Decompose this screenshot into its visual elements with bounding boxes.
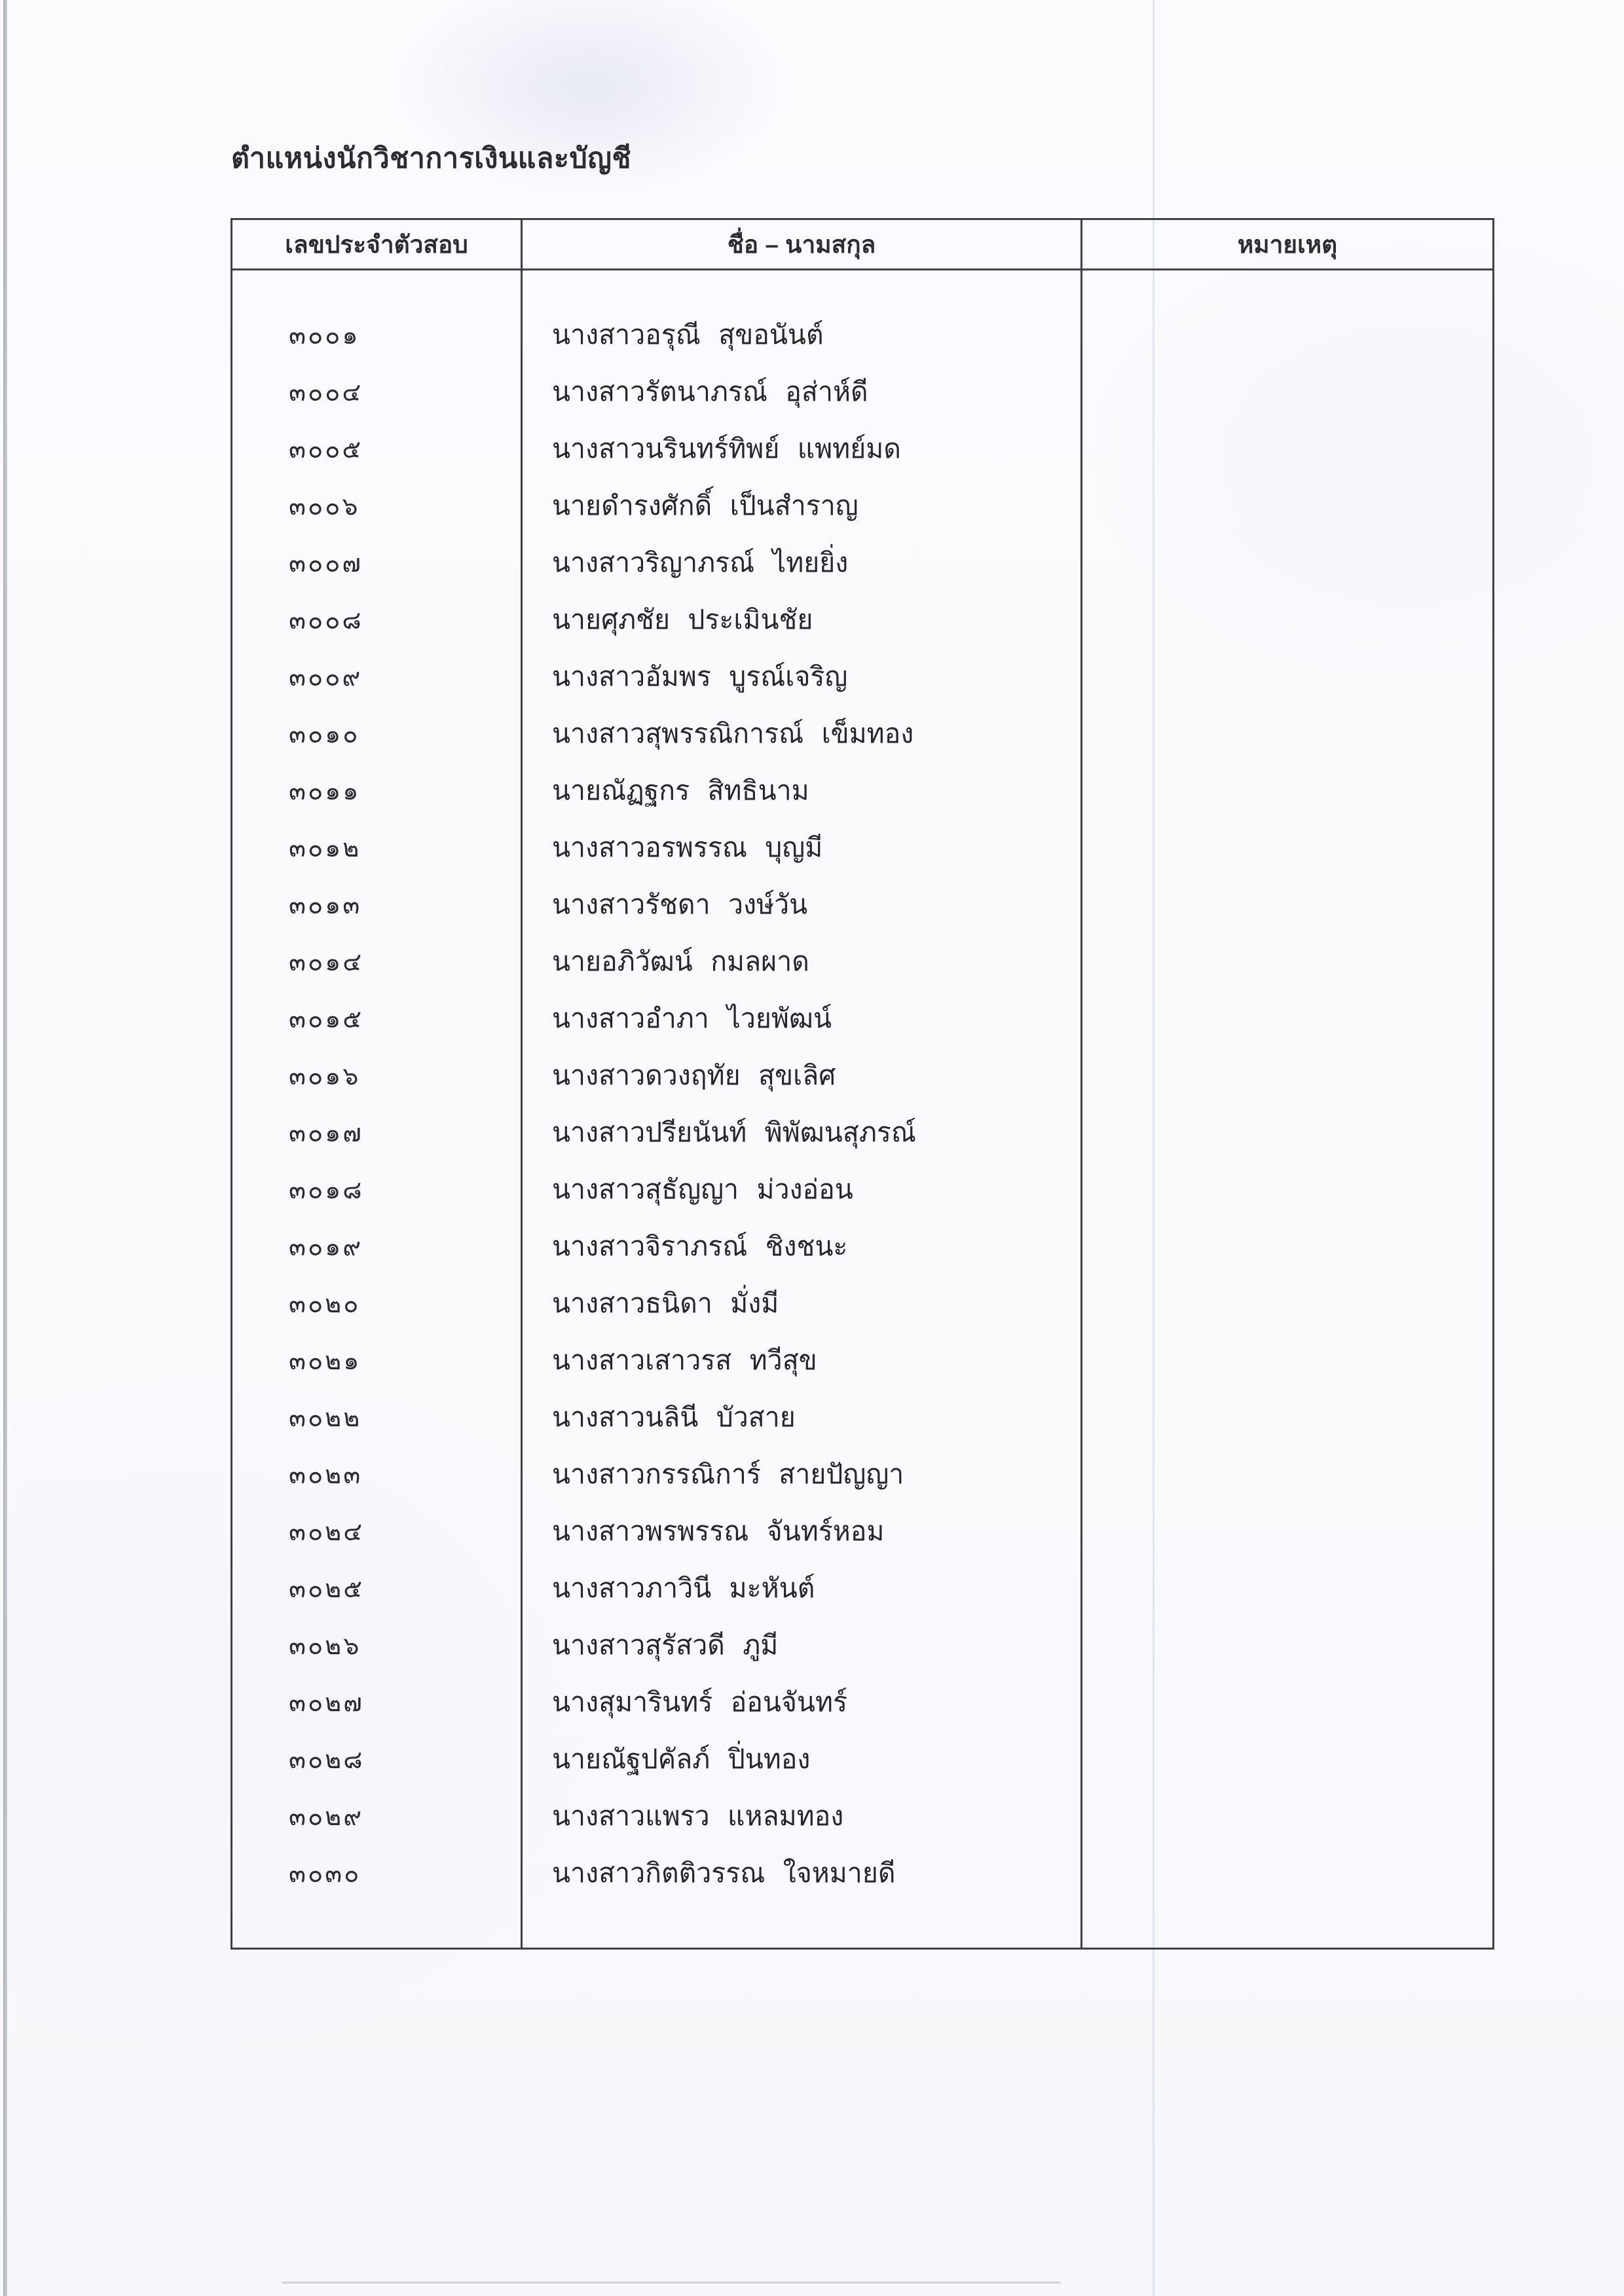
candidate-name-cell: นางสาวอรุณี สุขอนันต์ (552, 320, 824, 350)
header-remark: หมายเหตุ (1237, 231, 1338, 258)
candidate-name-cell: นางสาวดวงฤทัย สุขเลิศ (552, 1060, 836, 1090)
table-row (232, 1560, 1492, 1617)
candidate-name-cell: นางสาวอำภา ไวยพัฒน์ (552, 1003, 832, 1033)
exam-id-cell: ๓๐๑๖ (289, 1063, 361, 1090)
candidate-name-cell: นางสาวสุรัสวดี ภูมี (552, 1630, 779, 1660)
candidate-name-cell: นางสาวริญาภรณ์ ไทยยิ่ง (552, 547, 849, 578)
table-row (232, 819, 1492, 876)
table-row (232, 876, 1492, 933)
table-row (232, 1731, 1492, 1788)
table-row (232, 933, 1492, 990)
table-row (232, 1161, 1492, 1218)
header-exam-id: เลขประจำตัวสอบ (285, 231, 468, 258)
candidate-name-cell: นางสาวนรินทร์ทิพย์ แพทย์มด (552, 434, 901, 464)
table-row (232, 1446, 1492, 1503)
exam-id-cell: ๓๐๒๙ (289, 1804, 364, 1831)
exam-id-cell: ๓๐๒๔ (289, 1519, 364, 1546)
candidate-name-cell: นายอภิวัฒน์ กมลผาด (552, 946, 809, 976)
table-row (232, 1104, 1492, 1161)
table-row (232, 306, 1492, 363)
exam-id-cell: ๓๐๒๐ (289, 1291, 361, 1318)
exam-id-cell: ๓๐๑๙ (289, 1234, 363, 1261)
table-row (232, 1047, 1492, 1104)
exam-id-cell: ๓๐๑๓ (289, 892, 362, 919)
candidate-name-cell: นายดำรงศักดิ์ เป็นสำราญ (552, 491, 858, 521)
page-title: ตำแหน่งนักวิชาการเงินและบัญชี (231, 143, 632, 174)
candidate-name-cell: นางสาวรัชดา วงษ์วัน (552, 889, 808, 919)
candidate-name-cell: นางสาวภาวินี มะหันต์ (552, 1573, 815, 1603)
candidate-name-cell: นางสาวรัตนาภรณ์ อุส่าห์ดี (552, 377, 868, 407)
candidate-name-cell: นางสาวนลินี บัวสาย (552, 1402, 796, 1432)
table-row (232, 1332, 1492, 1389)
exam-id-cell: ๓๐๐๕ (289, 436, 363, 464)
exam-id-cell: ๓๐๑๕ (289, 1006, 364, 1033)
exam-id-cell: ๓๐๒๗ (289, 1690, 364, 1717)
candidate-name-cell: นางสาวอรพรรณ บุญมี (552, 832, 823, 862)
exam-id-cell: ๓๐๒๓ (289, 1462, 363, 1489)
exam-id-cell: ๓๐๐๔ (289, 379, 363, 407)
candidate-name-cell: นายณัฏฐกร สิทธินาม (552, 775, 809, 805)
table-row (232, 648, 1492, 705)
table-row (232, 1845, 1492, 1902)
candidate-name-cell: นางสาวสุพรรณิการณ์ เข็มทอง (552, 718, 914, 749)
table-row (232, 534, 1492, 591)
exam-id-cell: ๓๐๑๘ (289, 1177, 364, 1204)
table-row (232, 591, 1492, 648)
exam-id-cell: ๓๐๒๒ (289, 1405, 362, 1432)
table-row (232, 1218, 1492, 1275)
table-header-row (232, 220, 1492, 270)
exam-id-cell: ๓๐๒๑ (289, 1348, 361, 1375)
exam-id-cell: ๓๐๒๘ (289, 1747, 365, 1774)
table-row (232, 1617, 1492, 1674)
candidate-name-cell: นางสาวกรรณิการ์ สายปัญญา (552, 1459, 904, 1489)
candidate-name-cell: นางสาวอัมพร บูรณ์เจริญ (552, 661, 848, 692)
table-row (232, 705, 1492, 762)
candidate-name-cell: นายณัฐปคัลภ์ ปิ่นทอง (552, 1744, 811, 1774)
candidates-table (231, 218, 1494, 1950)
scan-edge-artifact-left (3, 0, 7, 2296)
table-row (232, 762, 1492, 819)
candidate-name-cell: นางสาวจิราภรณ์ ชิงชนะ (552, 1231, 848, 1261)
exam-id-cell: ๓๐๑๑ (289, 778, 361, 805)
candidate-name-cell: นางสาวพรพรรณ จันทร์หอม (552, 1516, 885, 1546)
candidate-name-cell: นางสาวปรียนันท์ พิพัฒนสุภรณ์ (552, 1117, 916, 1147)
exam-id-cell: ๓๐๒๕ (289, 1576, 364, 1603)
exam-id-cell: ๓๐๐๗ (289, 550, 363, 578)
table-row (232, 1788, 1492, 1845)
candidate-name-cell: นางสาวเสาวรส ทวีสุข (552, 1345, 817, 1375)
table-row (232, 1389, 1492, 1446)
exam-id-cell: ๓๐๑๗ (289, 1120, 363, 1147)
table-row (232, 1503, 1492, 1560)
header-name: ชื่อ – นามสกุล (727, 231, 876, 258)
exam-id-cell: ๓๐๑๐ (289, 721, 360, 749)
exam-id-cell: ๓๐๐๑ (289, 322, 360, 350)
table-row (232, 1275, 1492, 1332)
table-row (232, 1674, 1492, 1731)
exam-id-cell: ๓๐๓๐ (289, 1861, 361, 1888)
candidate-name-cell: นางสาวกิตติวรรณ ใจหมายดี (552, 1858, 896, 1888)
exam-id-cell: ๓๐๒๖ (289, 1633, 361, 1660)
table-row (232, 477, 1492, 534)
candidate-name-cell: นางสาวธนิดา มั่งมี (552, 1288, 779, 1318)
exam-id-cell: ๓๐๐๙ (289, 664, 363, 692)
exam-id-cell: ๓๐๑๔ (289, 949, 364, 976)
table-row (232, 363, 1492, 420)
candidate-name-cell: นางสุมารินทร์ อ่อนจันทร์ (552, 1687, 848, 1717)
candidate-name-cell: นางสาวแพรว แหลมทอง (552, 1801, 844, 1831)
exam-id-cell: ๓๐๐๖ (289, 493, 360, 521)
candidate-name-cell: นายศุภชัย ประเมินชัย (552, 604, 813, 635)
exam-id-cell: ๓๐๐๘ (289, 607, 363, 635)
table-row (232, 420, 1492, 477)
exam-id-cell: ๓๐๑๒ (289, 835, 361, 862)
scan-edge-artifact-bottom (282, 2282, 1061, 2284)
candidate-name-cell: นางสาวสุธัญญา ม่วงอ่อน (552, 1174, 853, 1204)
table-row (232, 990, 1492, 1047)
table-body (232, 270, 1492, 1948)
